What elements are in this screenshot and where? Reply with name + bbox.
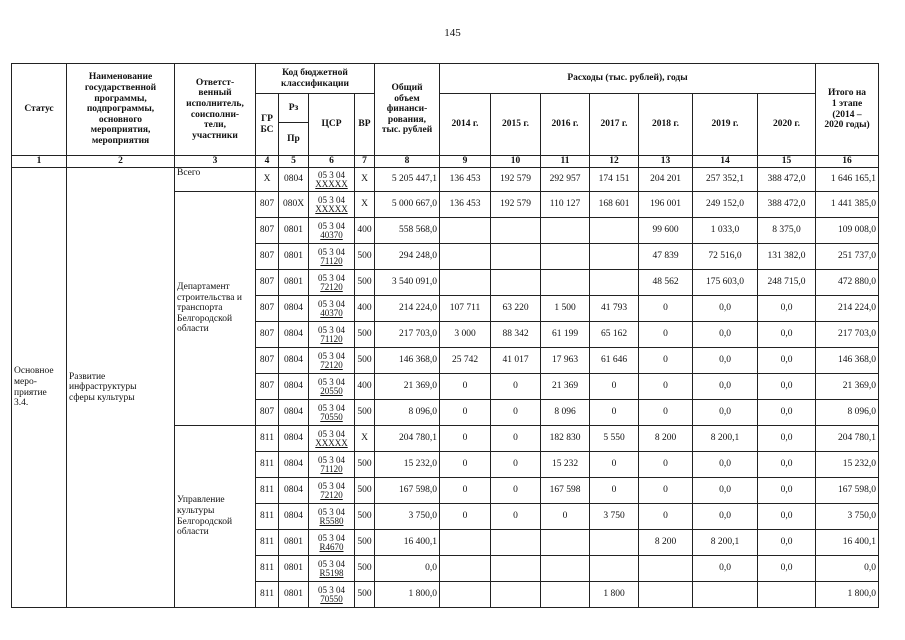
year-value-cell: 3 750 bbox=[590, 504, 639, 530]
year-value-cell: 8 096 bbox=[541, 400, 590, 426]
year-value-cell: 0,0 bbox=[693, 296, 758, 322]
year-value-cell: 0 bbox=[639, 504, 693, 530]
year-value-cell: 0 bbox=[440, 504, 491, 530]
year-value-cell: 0 bbox=[639, 452, 693, 478]
year-value-cell bbox=[440, 244, 491, 270]
col-program-header: Наименование государственной программы, подпрограммы, основного мероприятия, мероприятия bbox=[67, 64, 175, 156]
year-value-cell bbox=[639, 556, 693, 582]
vr-cell: 500 bbox=[355, 530, 375, 556]
year-value-cell: 388 472,0 bbox=[758, 192, 816, 218]
year-value-cell bbox=[491, 530, 541, 556]
csr-cell: 05 3 04 XXXXX bbox=[309, 426, 355, 452]
year-value-cell: 72 516,0 bbox=[693, 244, 758, 270]
csr-cell: 05 3 04 XXXXX bbox=[309, 168, 355, 192]
year-value-cell bbox=[440, 582, 491, 608]
year-value-cell: 0,0 bbox=[693, 400, 758, 426]
stage-total-cell: 1 646 165,1 bbox=[816, 168, 879, 192]
year-value-cell: 88 342 bbox=[491, 322, 541, 348]
rzpr-cell: 0804 bbox=[279, 504, 309, 530]
year-value-cell: 0 bbox=[590, 374, 639, 400]
program-name-cell: Развитие инфраструктуры сферы культуры bbox=[67, 168, 175, 608]
year-value-cell: 192 579 bbox=[491, 168, 541, 192]
year-value-cell: 0 bbox=[440, 478, 491, 504]
year-value-cell: 47 839 bbox=[639, 244, 693, 270]
year-value-cell: 0,0 bbox=[758, 556, 816, 582]
column-number: 11 bbox=[541, 156, 590, 168]
column-number: 13 bbox=[639, 156, 693, 168]
year-value-cell: 0 bbox=[590, 400, 639, 426]
year-value-cell: 0,0 bbox=[758, 504, 816, 530]
csr-cell: 05 3 04 40370 bbox=[309, 218, 355, 244]
col-pr-header: Пр bbox=[279, 123, 309, 156]
grbs-cell: 807 bbox=[256, 244, 279, 270]
rzpr-cell: 0804 bbox=[279, 426, 309, 452]
total-cell: 16 400,1 bbox=[375, 530, 440, 556]
year-value-cell: 0 bbox=[491, 504, 541, 530]
csr-cell: 05 3 04 72120 bbox=[309, 270, 355, 296]
column-number: 6 bbox=[309, 156, 355, 168]
total-cell: 5 205 447,1 bbox=[375, 168, 440, 192]
year-value-cell: 248 715,0 bbox=[758, 270, 816, 296]
year-value-cell: 0,0 bbox=[693, 348, 758, 374]
year-value-cell: 204 201 bbox=[639, 168, 693, 192]
total-cell: 214 224,0 bbox=[375, 296, 440, 322]
year-value-cell: 41 793 bbox=[590, 296, 639, 322]
col-rz-header: Рз bbox=[279, 94, 309, 123]
year-value-cell bbox=[590, 270, 639, 296]
col-stage-total-header: Итого на 1 этапе (2014 – 2020 годы) bbox=[816, 64, 879, 156]
year-value-cell: 0 bbox=[639, 296, 693, 322]
vr-cell: 500 bbox=[355, 504, 375, 530]
year-value-cell bbox=[693, 582, 758, 608]
column-number: 5 bbox=[279, 156, 309, 168]
stage-total-cell: 472 880,0 bbox=[816, 270, 879, 296]
year-value-cell: 0,0 bbox=[693, 478, 758, 504]
year-value-cell: 0 bbox=[440, 426, 491, 452]
rzpr-cell: 0804 bbox=[279, 374, 309, 400]
year-value-cell: 0 bbox=[639, 400, 693, 426]
year-value-cell: 107 711 bbox=[440, 296, 491, 322]
stage-total-cell: 214 224,0 bbox=[816, 296, 879, 322]
grbs-cell: 807 bbox=[256, 322, 279, 348]
grbs-cell: 811 bbox=[256, 504, 279, 530]
vr-cell: 500 bbox=[355, 582, 375, 608]
csr-cell: 05 3 04 71120 bbox=[309, 244, 355, 270]
stage-total-cell: 1 441 385,0 bbox=[816, 192, 879, 218]
year-value-cell: 15 232 bbox=[541, 452, 590, 478]
vr-cell: 500 bbox=[355, 556, 375, 582]
total-cell: 8 096,0 bbox=[375, 400, 440, 426]
budget-table bbox=[11, 63, 879, 608]
rzpr-cell: 0801 bbox=[279, 530, 309, 556]
year-value-cell: 168 601 bbox=[590, 192, 639, 218]
table-row bbox=[12, 168, 879, 192]
vr-cell: 400 bbox=[355, 296, 375, 322]
year-value-cell: 1 500 bbox=[541, 296, 590, 322]
rzpr-cell: 0804 bbox=[279, 348, 309, 374]
vr-cell: 500 bbox=[355, 348, 375, 374]
year-value-cell bbox=[440, 530, 491, 556]
total-cell: 3 750,0 bbox=[375, 504, 440, 530]
column-number: 4 bbox=[256, 156, 279, 168]
year-value-cell: 63 220 bbox=[491, 296, 541, 322]
year-value-cell bbox=[639, 582, 693, 608]
vr-cell: 500 bbox=[355, 244, 375, 270]
total-cell: 21 369,0 bbox=[375, 374, 440, 400]
year-value-cell: 136 453 bbox=[440, 168, 491, 192]
year-value-cell bbox=[541, 582, 590, 608]
col-vr-header: ВР bbox=[355, 94, 375, 156]
column-number: 9 bbox=[440, 156, 491, 168]
year-value-cell: 257 352,1 bbox=[693, 168, 758, 192]
grbs-cell: 811 bbox=[256, 478, 279, 504]
year-value-cell bbox=[491, 556, 541, 582]
col-budget-code-header: Код бюджетной классификации bbox=[256, 64, 375, 94]
year-value-cell bbox=[440, 218, 491, 244]
csr-cell: 05 3 04 72120 bbox=[309, 478, 355, 504]
year-value-cell: 192 579 bbox=[491, 192, 541, 218]
year-value-cell: 0,0 bbox=[693, 322, 758, 348]
year-value-cell: 0 bbox=[639, 478, 693, 504]
year-value-cell: 0,0 bbox=[758, 530, 816, 556]
year-value-cell: 8 200,1 bbox=[693, 426, 758, 452]
rzpr-cell: 0801 bbox=[279, 556, 309, 582]
column-number: 2 bbox=[67, 156, 175, 168]
year-value-cell: 48 562 bbox=[639, 270, 693, 296]
year-value-cell: 174 151 bbox=[590, 168, 639, 192]
status-cell: Основное меро- приятие 3.4. bbox=[12, 168, 67, 608]
stage-total-cell: 146 368,0 bbox=[816, 348, 879, 374]
csr-cell: 05 3 04 72120 bbox=[309, 348, 355, 374]
year-value-cell: 0,0 bbox=[693, 504, 758, 530]
rzpr-cell: 0801 bbox=[279, 244, 309, 270]
total-cell: 217 703,0 bbox=[375, 322, 440, 348]
year-value-cell: 0,0 bbox=[758, 374, 816, 400]
grbs-cell: 807 bbox=[256, 270, 279, 296]
rzpr-cell: 0804 bbox=[279, 296, 309, 322]
grbs-cell: 807 bbox=[256, 374, 279, 400]
vr-cell: 400 bbox=[355, 218, 375, 244]
rzpr-cell: 0801 bbox=[279, 582, 309, 608]
rzpr-cell: 080X bbox=[279, 192, 309, 218]
total-cell: 0,0 bbox=[375, 556, 440, 582]
stage-total-cell: 204 780,1 bbox=[816, 426, 879, 452]
year-value-cell: 65 162 bbox=[590, 322, 639, 348]
year-value-cell: 8 200 bbox=[639, 426, 693, 452]
csr-cell: 05 3 04 71120 bbox=[309, 452, 355, 478]
year-value-cell: 0,0 bbox=[693, 374, 758, 400]
grbs-cell: 807 bbox=[256, 348, 279, 374]
column-number: 7 bbox=[355, 156, 375, 168]
vr-cell: 500 bbox=[355, 322, 375, 348]
vr-cell: X bbox=[355, 426, 375, 452]
vr-cell: 400 bbox=[355, 374, 375, 400]
year-value-cell: 0 bbox=[491, 374, 541, 400]
year-value-cell bbox=[541, 244, 590, 270]
column-number: 10 bbox=[491, 156, 541, 168]
grbs-cell: 811 bbox=[256, 556, 279, 582]
year-value-cell: 0,0 bbox=[693, 452, 758, 478]
page-number: 145 bbox=[444, 27, 461, 39]
year-value-cell: 0 bbox=[440, 374, 491, 400]
year-value-cell: 21 369 bbox=[541, 374, 590, 400]
col-grbs-header: ГР БС bbox=[256, 94, 279, 156]
vr-cell: X bbox=[355, 192, 375, 218]
year-value-cell: 175 603,0 bbox=[693, 270, 758, 296]
csr-cell: 05 3 04 R5198 bbox=[309, 556, 355, 582]
grbs-cell: 807 bbox=[256, 192, 279, 218]
year-value-cell: 0,0 bbox=[758, 478, 816, 504]
vr-cell: 500 bbox=[355, 452, 375, 478]
column-number: 14 bbox=[693, 156, 758, 168]
total-cell: 167 598,0 bbox=[375, 478, 440, 504]
year-value-cell: 25 742 bbox=[440, 348, 491, 374]
year-value-cell: 0 bbox=[590, 452, 639, 478]
year-value-cell: 3 000 bbox=[440, 322, 491, 348]
rzpr-cell: 0804 bbox=[279, 322, 309, 348]
year-value-cell: 99 600 bbox=[639, 218, 693, 244]
total-cell: 558 568,0 bbox=[375, 218, 440, 244]
year-value-cell: 110 127 bbox=[541, 192, 590, 218]
vr-cell: 500 bbox=[355, 478, 375, 504]
grbs-cell: 807 bbox=[256, 218, 279, 244]
year-value-cell: 0 bbox=[440, 452, 491, 478]
column-number: 1 bbox=[12, 156, 67, 168]
rzpr-cell: 0804 bbox=[279, 168, 309, 192]
year-value-cell bbox=[440, 556, 491, 582]
year-value-cell: 0 bbox=[491, 452, 541, 478]
column-number: 15 bbox=[758, 156, 816, 168]
csr-cell: 05 3 04 20550 bbox=[309, 374, 355, 400]
year-value-cell: 17 963 bbox=[541, 348, 590, 374]
vr-cell: 500 bbox=[355, 400, 375, 426]
year-value-cell: 0,0 bbox=[693, 556, 758, 582]
year-value-cell bbox=[758, 582, 816, 608]
stage-total-cell: 21 369,0 bbox=[816, 374, 879, 400]
year-value-cell: 0 bbox=[440, 400, 491, 426]
csr-cell: 05 3 04 R5580 bbox=[309, 504, 355, 530]
year-value-cell bbox=[541, 218, 590, 244]
year-value-cell: 388 472,0 bbox=[758, 168, 816, 192]
col-expenses-header: Расходы (тыс. рублей), годы bbox=[440, 64, 816, 94]
year-header: 2018 г. bbox=[639, 94, 693, 156]
total-cell: 146 368,0 bbox=[375, 348, 440, 374]
year-value-cell: 1 800 bbox=[590, 582, 639, 608]
year-value-cell: 0,0 bbox=[758, 426, 816, 452]
year-value-cell: 8 200,1 bbox=[693, 530, 758, 556]
col-status-header: Статус bbox=[12, 64, 67, 156]
executor-dept-construction: Департамент строительства и транспорта Белгородской области bbox=[175, 192, 256, 426]
csr-cell: 05 3 04 71120 bbox=[309, 322, 355, 348]
vr-cell: 500 bbox=[355, 270, 375, 296]
year-value-cell: 61 199 bbox=[541, 322, 590, 348]
year-value-cell bbox=[491, 244, 541, 270]
year-value-cell: 0 bbox=[491, 400, 541, 426]
year-value-cell: 0 bbox=[541, 504, 590, 530]
stage-total-cell: 3 750,0 bbox=[816, 504, 879, 530]
column-number: 8 bbox=[375, 156, 440, 168]
year-value-cell: 182 830 bbox=[541, 426, 590, 452]
col-csr-header: ЦСР bbox=[309, 94, 355, 156]
year-value-cell: 0,0 bbox=[758, 296, 816, 322]
year-value-cell: 167 598 bbox=[541, 478, 590, 504]
year-value-cell bbox=[590, 244, 639, 270]
csr-cell: 05 3 04 R4670 bbox=[309, 530, 355, 556]
year-value-cell: 0 bbox=[491, 426, 541, 452]
total-cell: 15 232,0 bbox=[375, 452, 440, 478]
year-value-cell: 0 bbox=[639, 348, 693, 374]
total-cell: 294 248,0 bbox=[375, 244, 440, 270]
csr-cell: 05 3 04 70550 bbox=[309, 400, 355, 426]
year-header: 2014 г. bbox=[440, 94, 491, 156]
year-value-cell bbox=[590, 218, 639, 244]
year-header: 2015 г. bbox=[491, 94, 541, 156]
year-value-cell: 5 550 bbox=[590, 426, 639, 452]
year-value-cell: 1 033,0 bbox=[693, 218, 758, 244]
stage-total-cell: 109 008,0 bbox=[816, 218, 879, 244]
stage-total-cell: 0,0 bbox=[816, 556, 879, 582]
total-cell: 1 800,0 bbox=[375, 582, 440, 608]
year-header: 2020 г. bbox=[758, 94, 816, 156]
total-label-cell: Всего bbox=[175, 168, 256, 192]
stage-total-cell: 16 400,1 bbox=[816, 530, 879, 556]
grbs-cell: 811 bbox=[256, 582, 279, 608]
year-value-cell: 0 bbox=[639, 322, 693, 348]
year-header: 2016 г. bbox=[541, 94, 590, 156]
year-value-cell bbox=[491, 218, 541, 244]
year-value-cell: 0,0 bbox=[758, 452, 816, 478]
grbs-cell: X bbox=[256, 168, 279, 192]
stage-total-cell: 217 703,0 bbox=[816, 322, 879, 348]
year-header: 2017 г. bbox=[590, 94, 639, 156]
rzpr-cell: 0801 bbox=[279, 218, 309, 244]
col-total-header: Общий объем финанси- рования, тыс. рублей bbox=[375, 64, 440, 156]
year-value-cell bbox=[491, 270, 541, 296]
grbs-cell: 811 bbox=[256, 426, 279, 452]
year-value-cell: 41 017 bbox=[491, 348, 541, 374]
year-value-cell bbox=[590, 530, 639, 556]
csr-cell: 05 3 04 70550 bbox=[309, 582, 355, 608]
stage-total-cell: 167 598,0 bbox=[816, 478, 879, 504]
year-value-cell: 249 152,0 bbox=[693, 192, 758, 218]
year-value-cell bbox=[590, 556, 639, 582]
executor-dept-culture: Управление культуры Белгородской области bbox=[175, 426, 256, 608]
rzpr-cell: 0804 bbox=[279, 478, 309, 504]
col-executor-header: Ответст- венный исполнитель, соисполни- тели, участники bbox=[175, 64, 256, 156]
year-value-cell bbox=[541, 556, 590, 582]
total-cell: 5 000 667,0 bbox=[375, 192, 440, 218]
csr-cell: 05 3 04 40370 bbox=[309, 296, 355, 322]
total-cell: 204 780,1 bbox=[375, 426, 440, 452]
year-value-cell: 196 001 bbox=[639, 192, 693, 218]
grbs-cell: 807 bbox=[256, 296, 279, 322]
column-number: 12 bbox=[590, 156, 639, 168]
rzpr-cell: 0804 bbox=[279, 400, 309, 426]
column-number-row bbox=[12, 156, 879, 168]
year-value-cell bbox=[541, 270, 590, 296]
rzpr-cell: 0804 bbox=[279, 452, 309, 478]
vr-cell: X bbox=[355, 168, 375, 192]
year-value-cell bbox=[491, 582, 541, 608]
column-number: 16 bbox=[816, 156, 879, 168]
year-value-cell: 136 453 bbox=[440, 192, 491, 218]
total-cell: 3 540 091,0 bbox=[375, 270, 440, 296]
year-value-cell: 131 382,0 bbox=[758, 244, 816, 270]
year-header: 2019 г. bbox=[693, 94, 758, 156]
year-value-cell: 0,0 bbox=[758, 322, 816, 348]
grbs-cell: 811 bbox=[256, 452, 279, 478]
column-number: 3 bbox=[175, 156, 256, 168]
stage-total-cell: 251 737,0 bbox=[816, 244, 879, 270]
stage-total-cell: 15 232,0 bbox=[816, 452, 879, 478]
year-value-cell: 0 bbox=[491, 478, 541, 504]
year-value-cell: 0,0 bbox=[758, 400, 816, 426]
year-value-cell: 0,0 bbox=[758, 348, 816, 374]
year-value-cell: 8 375,0 bbox=[758, 218, 816, 244]
year-value-cell: 8 200 bbox=[639, 530, 693, 556]
year-value-cell bbox=[541, 530, 590, 556]
csr-cell: 05 3 04 XXXXX bbox=[309, 192, 355, 218]
rzpr-cell: 0801 bbox=[279, 270, 309, 296]
stage-total-cell: 1 800,0 bbox=[816, 582, 879, 608]
stage-total-cell: 8 096,0 bbox=[816, 400, 879, 426]
year-value-cell: 61 646 bbox=[590, 348, 639, 374]
year-value-cell bbox=[440, 270, 491, 296]
grbs-cell: 807 bbox=[256, 400, 279, 426]
year-value-cell: 0 bbox=[590, 478, 639, 504]
year-value-cell: 292 957 bbox=[541, 168, 590, 192]
grbs-cell: 811 bbox=[256, 530, 279, 556]
year-value-cell: 0 bbox=[639, 374, 693, 400]
